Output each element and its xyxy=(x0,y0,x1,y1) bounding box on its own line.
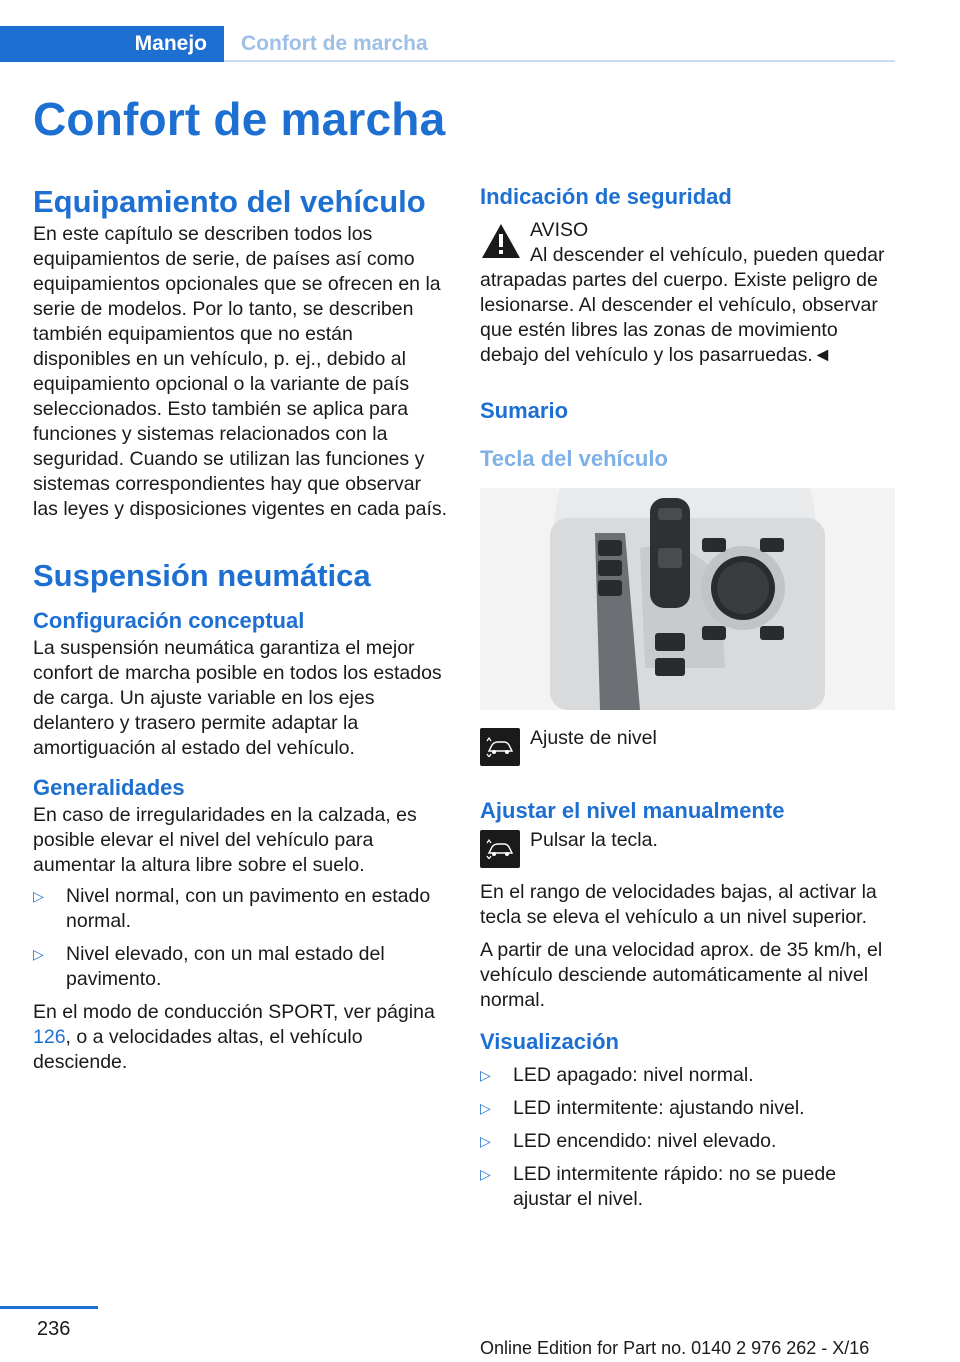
triangle-bullet-icon: ▷ xyxy=(33,888,44,904)
sport-text: En el modo de conducción SPORT, ver página 126, o a velocidades altas, el vehículo desciende. xyxy=(33,1001,435,1073)
display-list xyxy=(480,1063,895,1212)
section-tab-confort[interactable]: Confort de marcha xyxy=(241,32,428,55)
page-number: 236 xyxy=(37,1318,71,1340)
triangle-bullet-icon: ▷ xyxy=(480,1100,491,1116)
suspension-heading: Suspensión neumática xyxy=(33,558,371,593)
car-level-icon xyxy=(480,728,520,766)
warning-text: Al descender el vehículo, pueden quedar atrapadas partes del cuerpo. Existe peligro de lesionarse. Al descender el vehículo, observar que estén libres las zonas de movimiento debajo del vehículo y los pasarruedas.◄ xyxy=(480,244,885,366)
general-heading: Generalidades xyxy=(33,775,185,800)
manual-text: Pulsar la tecla. xyxy=(530,829,658,851)
list-item: ▷ LED intermitente rápido: no se puede ajustar el nivel. xyxy=(480,1163,837,1210)
level-label: Ajuste de nivel xyxy=(530,727,657,749)
header-bar xyxy=(0,26,895,62)
triangle-bullet-icon: ▷ xyxy=(480,1133,491,1149)
equipment-text: En este capítulo se describen todos los equipamientos de serie, de países así como equipamientos opcionales que se ofrecen en la serie de modelos. Por lo tanto, se describen también equipamientos que no están disponibles en un vehículo, p. ej., debido al equipamiento opcional o la variante de país seleccionados. Esto también se aplica para funciones y sistemas relacionados con la seguridad. Cuando se utilizan las funciones y sistemas correspondientes hay que observar las leyes y disposiciones vigentes en cada país. xyxy=(33,223,448,520)
warning-block xyxy=(480,218,895,368)
edition-text: Online Edition for Part no. 0140 2 976 262 - X/16 xyxy=(480,1338,870,1358)
manual-heading: Ajustar el nivel manualmente xyxy=(480,798,785,823)
general-text: En caso de irregularidades en la calzada, es posible elevar el nivel del vehículo para aumentar la altura libre sobre el suelo. xyxy=(33,804,417,876)
level-row xyxy=(480,728,895,766)
concept-text: La suspensión neumática garantiza el mejor confort de marcha posible en todos los estados de carga. Un ajuste variable en los ejes delantero y trasero permite adaptar la amortiguación al estado del vehículo. xyxy=(33,637,442,759)
center-console-photo xyxy=(480,488,895,710)
car-level-button-icon xyxy=(480,830,520,868)
header-rule xyxy=(224,60,895,62)
general-list xyxy=(33,884,448,992)
right-column xyxy=(480,182,895,1220)
footer-rule xyxy=(0,1306,98,1309)
left-column xyxy=(33,182,448,1075)
low-speed-text: En el rango de velocidades bajas, al activar la tecla se eleva el vehículo a un nivel superior. xyxy=(480,881,877,928)
list-item: ▷ Nivel elevado, con un mal estado del pavimento. xyxy=(33,943,385,990)
manual-row xyxy=(480,830,895,868)
triangle-bullet-icon: ▷ xyxy=(480,1067,491,1083)
list-item: ▷ LED encendido: nivel elevado. xyxy=(480,1130,777,1152)
section-tab-manejo[interactable]: Manejo xyxy=(0,26,224,62)
overview-heading: Sumario xyxy=(480,398,569,423)
page-link[interactable]: 126 xyxy=(33,1026,66,1048)
triangle-bullet-icon: ▷ xyxy=(33,946,44,962)
display-heading: Visualización xyxy=(480,1029,619,1054)
equipment-heading: Equipamiento del vehículo xyxy=(33,184,426,219)
warning-triangle-icon xyxy=(480,222,522,260)
safety-heading: Indicación de seguridad xyxy=(480,184,732,209)
vehicle-key-heading: Tecla del vehículo xyxy=(480,446,668,471)
speed-text: A partir de una velocidad aprox. de 35 km/h, el vehículo desciende automáticamente al nivel normal. xyxy=(480,939,883,1011)
triangle-bullet-icon: ▷ xyxy=(480,1166,491,1182)
list-item: ▷ LED apagado: nivel normal. xyxy=(480,1064,754,1086)
concept-heading: Configuración conceptual xyxy=(33,608,305,633)
warning-title: AVISO xyxy=(530,219,589,241)
chapter-title: Confort de marcha xyxy=(33,93,446,145)
list-item: ▷ LED intermitente: ajustando nivel. xyxy=(480,1097,805,1119)
list-item: ▷ Nivel normal, con un pavimento en estado normal. xyxy=(33,885,431,932)
